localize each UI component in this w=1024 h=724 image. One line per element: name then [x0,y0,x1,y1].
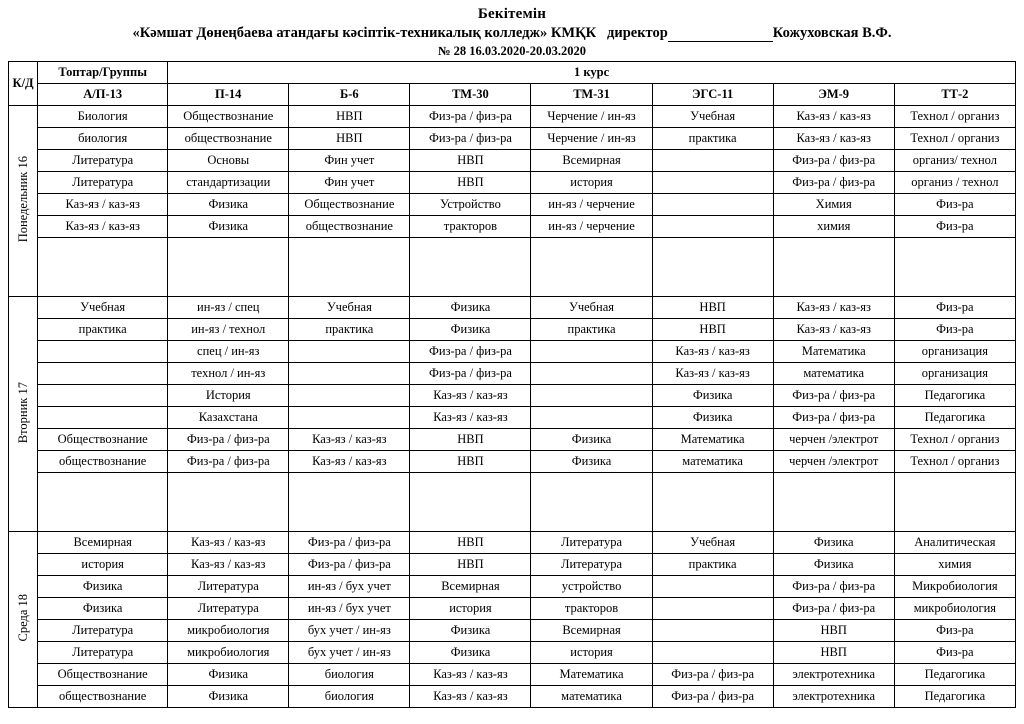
cell-group-1: Казахстана [168,407,289,429]
cell-group-3: Каз-яз / каз-яз [410,686,531,708]
cell-group-5: Математика [652,429,773,451]
group-col-3: ТМ-30 [410,84,531,106]
day-separator [9,238,1016,297]
cell-group-2: бух учет / ин-яз [289,620,410,642]
cell-group-5 [652,150,773,172]
cell-group-0: Биология [38,106,168,128]
cell-group-1: Литература [168,576,289,598]
director-name: Кожуховская В.Ф. [772,25,892,42]
cell-group-7: Микробиология [894,576,1015,598]
cell-group-3: Физ-ра / физ-ра [410,106,531,128]
cell-group-5: НВП [652,297,773,319]
cell-group-2: Учебная [289,297,410,319]
cell-group-7: Физ-ра [894,642,1015,664]
cell-group-0: обществознание [38,451,168,473]
cell-group-2: НВП [289,128,410,150]
cell-group-7: организация [894,363,1015,385]
cell-group-5: Физика [652,407,773,429]
cell-group-3: НВП [410,172,531,194]
day-label-2 [9,532,38,708]
cell-group-6: Физ-ра / физ-ра [773,407,894,429]
cell-group-7: Физ-ра [894,620,1015,642]
spacer-cell [531,473,652,532]
cell-group-5 [652,216,773,238]
cell-group-6: химия [773,216,894,238]
cell-group-7: Технол / организ [894,451,1015,473]
cell-group-6: Каз-яз / каз-яз [773,319,894,341]
cell-group-5: Учебная [652,532,773,554]
table-row [9,576,1016,598]
cell-group-0: практика [38,319,168,341]
cell-group-0: Литература [38,620,168,642]
cell-group-7: организ / технол [894,172,1015,194]
cell-group-3: Физика [410,297,531,319]
spacer-cell [894,473,1015,532]
table-row [9,216,1016,238]
cell-group-3: Устройство [410,194,531,216]
cell-group-0: Обществознание [38,429,168,451]
cell-group-1: микробиология [168,642,289,664]
cell-group-1: Физика [168,216,289,238]
spacer-cell [38,473,168,532]
cell-group-6: черчен /электрот [773,451,894,473]
cell-group-5 [652,642,773,664]
cell-group-4: Всемирная [531,620,652,642]
cell-group-6: Физ-ра / физ-ра [773,598,894,620]
cell-group-6: Физика [773,532,894,554]
spacer-cell [894,238,1015,297]
cell-group-2: Каз-яз / каз-яз [289,451,410,473]
cell-group-2: ин-яз / бух учет [289,598,410,620]
cell-group-0: Физика [38,598,168,620]
cell-group-3: Каз-яз / каз-яз [410,664,531,686]
cell-group-2: обществознание [289,216,410,238]
cell-group-6: Каз-яз / каз-яз [773,106,894,128]
cell-group-5: практика [652,554,773,576]
table-row [9,150,1016,172]
day-label-1 [9,297,38,532]
cell-group-1: обществознание [168,128,289,150]
cell-group-3: Каз-яз / каз-яз [410,407,531,429]
cell-group-5: Каз-яз / каз-яз [652,363,773,385]
cell-group-0: Литература [38,150,168,172]
table-row [9,686,1016,708]
cell-group-4: Черчение / ин-яз [531,128,652,150]
table-row [9,363,1016,385]
cell-group-1: История [168,385,289,407]
cell-group-2: биология [289,686,410,708]
cell-group-7: Технол / организ [894,128,1015,150]
table-row [9,620,1016,642]
schedule-table [8,61,1016,708]
cell-group-4 [531,407,652,429]
table-row [9,172,1016,194]
cell-group-7: Педагогика [894,407,1015,429]
cell-group-2: Физ-ра / физ-ра [289,532,410,554]
cell-group-7: Технол / организ [894,106,1015,128]
cell-group-7: Педагогика [894,686,1015,708]
table-row [9,532,1016,554]
cell-group-4: математика [531,686,652,708]
cell-group-4: Математика [531,664,652,686]
table-head [9,62,1016,106]
cell-group-2: НВП [289,106,410,128]
table-row [9,429,1016,451]
cell-group-5: Каз-яз / каз-яз [652,341,773,363]
cell-group-3: Физика [410,642,531,664]
cell-group-0: Каз-яз / каз-яз [38,216,168,238]
organization-name: «Кәмшат Дөнеңбаева атандағы кәсіптік-техникалық колледж» КМҚК [132,25,597,42]
cell-group-5 [652,620,773,642]
cell-group-0: Обществознание [38,664,168,686]
cell-group-4 [531,363,652,385]
kd-header: К/Д [9,62,38,106]
cell-group-3: НВП [410,429,531,451]
spacer-cell [410,238,531,297]
cell-group-7: Аналитическая [894,532,1015,554]
groups-header: Топтар/Группы [38,62,168,84]
day-label-text: Вторник 17 [15,381,30,443]
director-label: директор [607,25,668,42]
cell-group-0 [38,341,168,363]
cell-group-2: Обществознание [289,194,410,216]
spacer-cell [531,238,652,297]
cell-group-7: микробиология [894,598,1015,620]
table-row [9,106,1016,128]
cell-group-4 [531,341,652,363]
cell-group-5: математика [652,451,773,473]
table-row [9,194,1016,216]
cell-group-6: Физ-ра / физ-ра [773,576,894,598]
group-col-1: П-14 [168,84,289,106]
cell-group-4: тракторов [531,598,652,620]
cell-group-3: НВП [410,532,531,554]
cell-group-0: обществознание [38,686,168,708]
cell-group-0 [38,363,168,385]
page-bottom-edge [10,712,1010,724]
cell-group-3: тракторов [410,216,531,238]
cell-group-6: Каз-яз / каз-яз [773,128,894,150]
cell-group-5 [652,576,773,598]
cell-group-7: организ/ технол [894,150,1015,172]
cell-group-1: Обществознание [168,106,289,128]
cell-group-3: история [410,598,531,620]
cell-group-7: химия [894,554,1015,576]
cell-group-6: Физ-ра / физ-ра [773,172,894,194]
document-header [8,6,1016,58]
cell-group-5: Физ-ра / физ-ра [652,686,773,708]
spacer-cell [289,238,410,297]
group-col-6: ЭМ-9 [773,84,894,106]
cell-group-6: электротехника [773,664,894,686]
cell-group-7: Физ-ра [894,297,1015,319]
course-header: 1 курс [168,62,1016,84]
cell-group-1: Физ-ра / физ-ра [168,451,289,473]
cell-group-0: Каз-яз / каз-яз [38,194,168,216]
spacer-cell [168,238,289,297]
cell-group-2: Фин учет [289,172,410,194]
cell-group-7: Педагогика [894,385,1015,407]
group-col-2: Б-6 [289,84,410,106]
table-row [9,642,1016,664]
cell-group-2: практика [289,319,410,341]
cell-group-1: технол / ин-яз [168,363,289,385]
cell-group-3: Физика [410,620,531,642]
table-body [9,106,1016,708]
cell-group-5: Учебная [652,106,773,128]
header-row-groups [9,84,1016,106]
table-row [9,554,1016,576]
cell-group-6: НВП [773,620,894,642]
spacer-cell [289,473,410,532]
cell-group-3: Всемирная [410,576,531,598]
cell-group-0: история [38,554,168,576]
spacer-cell [773,473,894,532]
cell-group-7: Физ-ра [894,319,1015,341]
cell-group-6: Каз-яз / каз-яз [773,297,894,319]
cell-group-3: Каз-яз / каз-яз [410,385,531,407]
cell-group-5 [652,194,773,216]
cell-group-3: Физ-ра / физ-ра [410,341,531,363]
cell-group-3: НВП [410,451,531,473]
cell-group-6: Химия [773,194,894,216]
group-col-4: ТМ-31 [531,84,652,106]
cell-group-0 [38,407,168,429]
day-label-text: Среда 18 [15,594,30,642]
cell-group-4: Физика [531,451,652,473]
cell-group-3: Физика [410,319,531,341]
cell-group-1: спец / ин-яз [168,341,289,363]
cell-group-5: Физ-ра / физ-ра [652,664,773,686]
cell-group-1: Физика [168,686,289,708]
cell-group-7: Физ-ра [894,216,1015,238]
cell-group-6: Физ-ра / физ-ра [773,385,894,407]
cell-group-2: биология [289,664,410,686]
table-row [9,319,1016,341]
table-row [9,664,1016,686]
cell-group-1: Основы [168,150,289,172]
spacer-cell [652,238,773,297]
cell-group-1: Физика [168,664,289,686]
cell-group-4: ин-яз / черчение [531,216,652,238]
cell-group-1: Физика [168,194,289,216]
cell-group-6: электротехника [773,686,894,708]
cell-group-4: устройство [531,576,652,598]
cell-group-6: Математика [773,341,894,363]
cell-group-1: ин-яз / технол [168,319,289,341]
group-col-0: А/П-13 [38,84,168,106]
cell-group-0: Литература [38,642,168,664]
cell-group-0: Учебная [38,297,168,319]
cell-group-1: микробиология [168,620,289,642]
signature-line [668,28,773,42]
cell-group-7: Физ-ра [894,194,1015,216]
table-row [9,385,1016,407]
cell-group-1: Каз-яз / каз-яз [168,532,289,554]
cell-group-5 [652,598,773,620]
cell-group-4: практика [531,319,652,341]
cell-group-3: Физ-ра / физ-ра [410,363,531,385]
cell-group-5: Физика [652,385,773,407]
table-row [9,128,1016,150]
cell-group-1: Физ-ра / физ-ра [168,429,289,451]
cell-group-4: Всемирная [531,150,652,172]
cell-group-0: Всемирная [38,532,168,554]
cell-group-0 [38,385,168,407]
cell-group-7: Педагогика [894,664,1015,686]
cell-group-2 [289,407,410,429]
approve-label: Бекітемін [477,6,547,22]
day-label-text: Понедельник 16 [15,156,30,243]
cell-group-0: биология [38,128,168,150]
cell-group-5 [652,172,773,194]
cell-group-4 [531,385,652,407]
cell-group-5: НВП [652,319,773,341]
cell-group-2: бух учет / ин-яз [289,642,410,664]
cell-group-4: ин-яз / черчение [531,194,652,216]
group-col-7: ТТ-2 [894,84,1015,106]
cell-group-4: история [531,642,652,664]
cell-group-0: Физика [38,576,168,598]
table-row [9,297,1016,319]
cell-group-2: Фин учет [289,150,410,172]
day-label-0 [9,106,38,297]
cell-group-6: НВП [773,642,894,664]
cell-group-4: Учебная [531,297,652,319]
cell-group-3: НВП [410,150,531,172]
cell-group-6: Физ-ра / физ-ра [773,150,894,172]
spacer-cell [168,473,289,532]
table-row [9,598,1016,620]
cell-group-2: ин-яз / бух учет [289,576,410,598]
spacer-cell [652,473,773,532]
spacer-cell [773,238,894,297]
group-col-5: ЭГС-11 [652,84,773,106]
cell-group-2 [289,363,410,385]
cell-group-4: Черчение / ин-яз [531,106,652,128]
spacer-cell [410,473,531,532]
table-row [9,451,1016,473]
cell-group-1: стандартизации [168,172,289,194]
cell-group-1: ин-яз / спец [168,297,289,319]
day-separator [9,473,1016,532]
document-dates: № 28 16.03.2020-20.03.2020 [438,43,586,58]
cell-group-6: математика [773,363,894,385]
cell-group-6: черчен /электрот [773,429,894,451]
cell-group-1: Литература [168,598,289,620]
cell-group-6: Физика [773,554,894,576]
cell-group-2 [289,385,410,407]
cell-group-2: Физ-ра / физ-ра [289,554,410,576]
cell-group-7: Технол / организ [894,429,1015,451]
spacer-cell [38,238,168,297]
cell-group-3: НВП [410,554,531,576]
cell-group-2 [289,341,410,363]
cell-group-4: Литература [531,532,652,554]
cell-group-7: организация [894,341,1015,363]
cell-group-4: Физика [531,429,652,451]
cell-group-3: Физ-ра / физ-ра [410,128,531,150]
cell-group-0: Литература [38,172,168,194]
cell-group-4: Литература [531,554,652,576]
org-director-line [8,25,1016,42]
table-row [9,341,1016,363]
cell-group-5: практика [652,128,773,150]
header-row-top [9,62,1016,84]
cell-group-4: история [531,172,652,194]
cell-group-1: Каз-яз / каз-яз [168,554,289,576]
table-row [9,407,1016,429]
cell-group-2: Каз-яз / каз-яз [289,429,410,451]
